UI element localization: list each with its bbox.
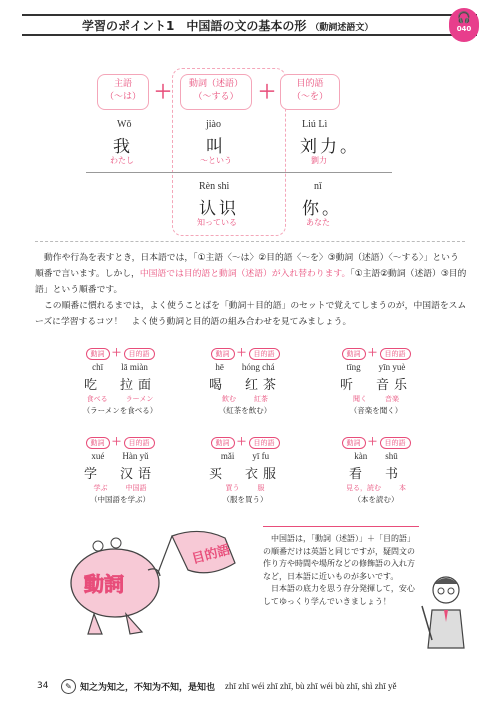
object-jp: 紅茶 bbox=[254, 395, 268, 403]
object-hanzi: 拉面 bbox=[120, 378, 157, 393]
plus-icon: ＋ bbox=[367, 437, 378, 448]
verb-hanzi: 喝 bbox=[208, 378, 227, 393]
object-label: 目的語 bbox=[296, 79, 324, 89]
verb-tag: 動詞 bbox=[211, 348, 235, 360]
page-number: 34 bbox=[37, 681, 49, 691]
s1-object-hanzi: 刘力。 bbox=[300, 137, 360, 157]
title-text: 学習のポイント1 中国語の文の基本の形 bbox=[82, 18, 307, 33]
s1-verb-jp: ～という bbox=[200, 156, 232, 165]
character-eye bbox=[111, 538, 121, 548]
note-paragraph-1: 中国語は，「動詞（述語）」＋「目的語」の順番だけは英語と同じですが，疑問文の作り方や時間や場所などの修飾語の入れ方など，日本語に近いものが多いです。 bbox=[263, 534, 415, 581]
object-tag: 目的語 bbox=[124, 348, 155, 360]
verb-label: 動詞（述語） bbox=[188, 79, 243, 89]
verb-jp: 買う bbox=[225, 484, 240, 492]
plus-icon: ＋ bbox=[111, 437, 122, 448]
verb-pinyin: hē bbox=[215, 362, 224, 372]
s2-object-hanzi: 你。 bbox=[302, 199, 342, 219]
object-tag: 目的語 bbox=[249, 348, 280, 360]
object-hanzi: 汉语 bbox=[120, 467, 157, 482]
object-pinyin: shū bbox=[385, 451, 398, 461]
object-pinyin: hóng chá bbox=[241, 362, 275, 372]
verb-pinyin: kàn bbox=[354, 451, 368, 461]
character-label: 動詞 bbox=[84, 572, 124, 596]
plus-icon: ＋ bbox=[236, 437, 247, 448]
example-translation: （本を読む） bbox=[353, 495, 399, 504]
note-paragraph-2: 日本語の底力を思う存分発揮して，安心してゆっくり学んでいきましょう！ bbox=[263, 584, 415, 606]
verb-jp: 見る，読む bbox=[346, 484, 381, 492]
tip-note bbox=[263, 526, 419, 630]
example-translation: （音楽を聞く） bbox=[349, 406, 403, 415]
object-jp: 音楽 bbox=[385, 395, 399, 403]
s2-verb-jp: 知っている bbox=[197, 218, 237, 227]
verb-character-illustration bbox=[60, 518, 250, 646]
object-hanzi: 书 bbox=[385, 467, 404, 482]
example-item bbox=[185, 437, 305, 505]
object-gloss: （～を） bbox=[291, 92, 328, 102]
s1-subject-hanzi: 我 bbox=[113, 137, 133, 157]
verb-tag: 動詞 bbox=[211, 437, 235, 449]
verb-pinyin: tīng bbox=[346, 362, 361, 372]
plus-icon: ＋ bbox=[258, 82, 276, 103]
section-separator bbox=[35, 241, 465, 242]
character-eye bbox=[93, 541, 103, 551]
verb-pinyin: xué bbox=[91, 451, 105, 461]
title-subtitle: （動詞述語文） bbox=[310, 22, 374, 33]
verb-jp: 聞く bbox=[353, 395, 367, 403]
plus-icon: ＋ bbox=[367, 348, 378, 359]
paragraph-2: この順番に慣れるまでは，よく使うことばを「動詞＋目的語」のセットで覚えてしまうのが，中国語をスムーズに学習するコツ！ よく使う動詞と目的語の組み合わせを見てみましょう。 bbox=[35, 301, 467, 327]
p1-highlight: 中国語では目的語と動詞（述語）が入れ替わります。 bbox=[139, 269, 351, 279]
object-pinyin: lā miàn bbox=[121, 362, 148, 372]
example-translation: （ラーメンを食べる） bbox=[82, 406, 158, 415]
paragraph-1 bbox=[35, 250, 467, 298]
s1-subject-pinyin: Wǒ bbox=[117, 119, 132, 130]
s1-verb-pinyin: jiào bbox=[206, 119, 221, 130]
audio-track-badge bbox=[449, 8, 479, 42]
object-jp: 服 bbox=[257, 484, 265, 492]
verb-hanzi: 看 bbox=[348, 467, 367, 482]
flag-label: 目的語 bbox=[190, 542, 233, 568]
s1-object-pinyin: Liú Lì bbox=[302, 119, 328, 130]
verb-jp: 学ぶ bbox=[93, 484, 108, 492]
s1-subject-jp: わたし bbox=[110, 156, 134, 165]
object-hanzi: 红茶 bbox=[245, 378, 282, 393]
divider-line bbox=[86, 172, 392, 173]
verb-tag: 動詞 bbox=[86, 348, 110, 360]
page-footer bbox=[0, 676, 499, 696]
verb-hanzi: 买 bbox=[208, 467, 227, 482]
subject-box bbox=[97, 74, 149, 110]
proverb-pinyin: zhī zhī wéi zhī zhī, bù zhī wéi bù zhī, shì zhī yě bbox=[225, 681, 397, 691]
verb-tag: 動詞 bbox=[342, 348, 366, 360]
object-jp: 本 bbox=[399, 484, 406, 492]
s2-verb-pinyin: Rèn shi bbox=[199, 181, 230, 192]
pen-icon: ✎ bbox=[61, 679, 76, 694]
verb-tag: 動詞 bbox=[86, 437, 110, 449]
plus-icon: ＋ bbox=[154, 82, 172, 103]
object-jp: 中国語 bbox=[125, 484, 147, 492]
plus-icon: ＋ bbox=[111, 348, 122, 359]
object-pinyin: Hàn yǔ bbox=[122, 451, 149, 461]
verb-tag: 動詞 bbox=[342, 437, 366, 449]
verb-hanzi: 吃 bbox=[83, 378, 102, 393]
s1-verb-hanzi: 叫 bbox=[206, 137, 226, 157]
subject-gloss: （～は） bbox=[104, 92, 141, 102]
example-item bbox=[185, 348, 305, 416]
subject-label: 主語 bbox=[113, 79, 132, 89]
verb-hanzi: 学 bbox=[83, 467, 102, 482]
headphones-icon: 🎧 bbox=[457, 11, 471, 24]
object-tag: 目的語 bbox=[380, 348, 411, 360]
s2-verb-hanzi: 认识 bbox=[199, 199, 239, 219]
teacher-hair bbox=[434, 578, 458, 584]
verb-gloss: （～する） bbox=[193, 92, 239, 102]
object-tag: 目的語 bbox=[380, 437, 411, 449]
p1-text-end: 「①主語②動詞（述語）③目的語」という順番です。 bbox=[35, 269, 467, 295]
object-pinyin: yī fu bbox=[252, 451, 270, 461]
verb-hanzi: 听 bbox=[339, 378, 358, 393]
page-title bbox=[82, 17, 373, 34]
example-translation: （紅茶を飲む） bbox=[218, 406, 272, 415]
example-item bbox=[60, 437, 180, 505]
object-tag: 目的語 bbox=[124, 437, 155, 449]
object-jp: ラーメン bbox=[125, 395, 154, 403]
s2-object-jp: あなた bbox=[306, 218, 330, 227]
s1-object-jp: 劉力 bbox=[311, 156, 327, 165]
proverb-hanzi: 知之为知之，不知为不知，是知也 bbox=[80, 682, 216, 693]
object-hanzi: 衣服 bbox=[245, 467, 282, 482]
object-pinyin: yīn yuè bbox=[378, 362, 406, 372]
track-number: 040 bbox=[456, 25, 472, 33]
example-translation: （中国語を学ぶ） bbox=[90, 495, 150, 504]
object-tag: 目的語 bbox=[249, 437, 280, 449]
explanation-text bbox=[35, 250, 467, 330]
p1-text: 動作や行為を表すとき，日本語では，「①主語〈～は〉②目的語〈～を〉③動詞（述語）〈～する〉」という順番で言います。しかし， bbox=[35, 253, 459, 279]
verb-box bbox=[180, 74, 252, 110]
example-item bbox=[316, 437, 436, 505]
object-hanzi: 音乐 bbox=[376, 378, 413, 393]
s2-object-pinyin: nǐ bbox=[314, 181, 322, 192]
teacher-illustration bbox=[418, 570, 470, 650]
example-translation: （服を買う） bbox=[222, 495, 268, 504]
example-item bbox=[60, 348, 180, 416]
page-header bbox=[22, 11, 477, 36]
verb-jp: 飲む bbox=[222, 395, 236, 403]
object-box bbox=[280, 74, 340, 110]
verb-jp: 食べる bbox=[86, 395, 108, 403]
example-item bbox=[316, 348, 436, 416]
plus-icon: ＋ bbox=[236, 348, 247, 359]
verb-pinyin: mǎi bbox=[220, 451, 235, 461]
verb-pinyin: chī bbox=[92, 362, 104, 372]
